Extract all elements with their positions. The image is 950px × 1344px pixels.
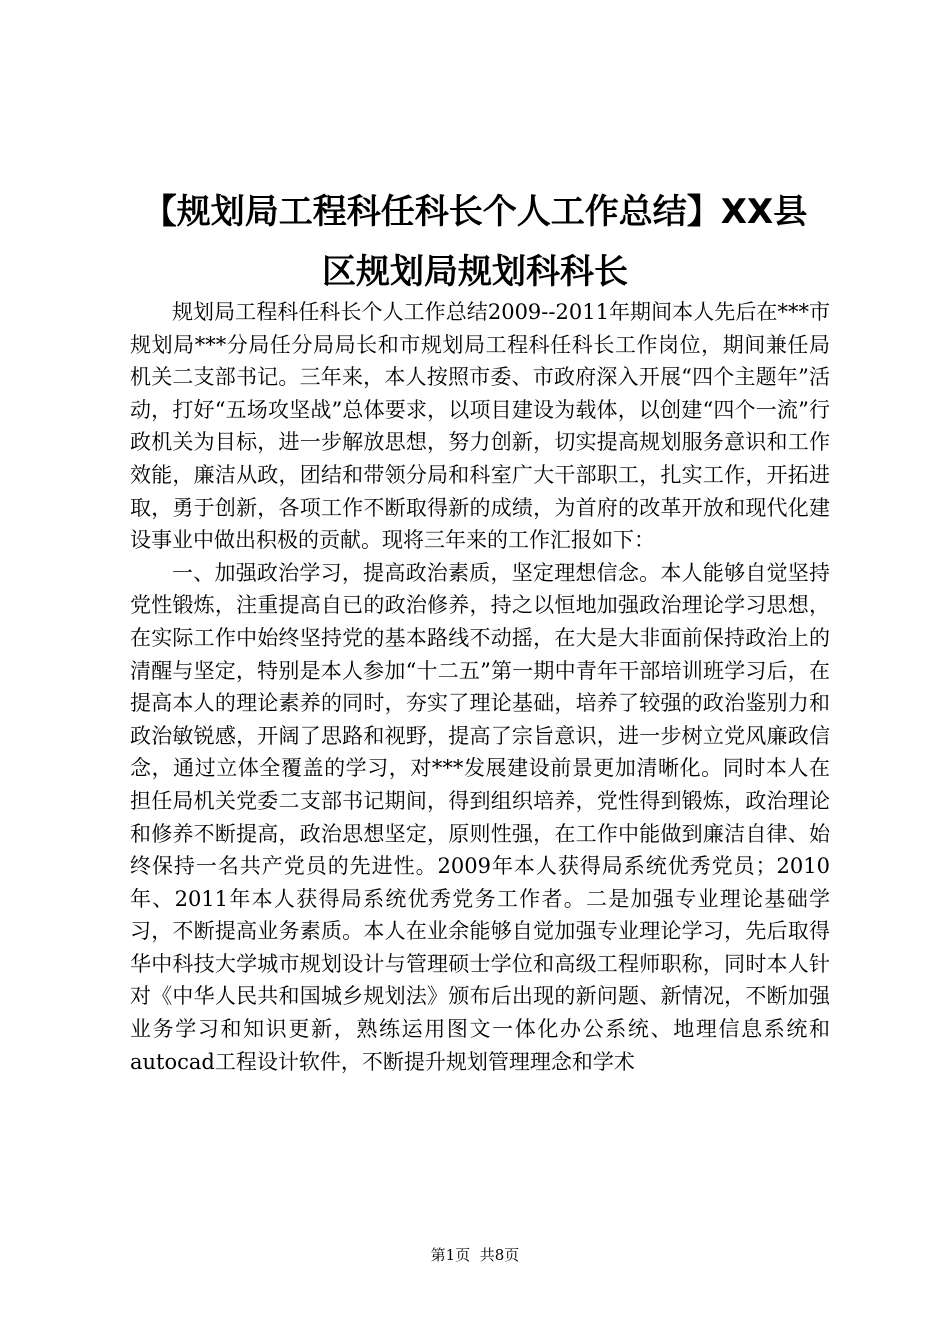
title-line-2: 区规划局规划科科长 (322, 252, 628, 292)
page-number: 第1页 (430, 1246, 471, 1264)
page-footer (0, 1245, 950, 1265)
document-title (110, 182, 840, 302)
title-line-1: 【规划局工程科任科长个人工作总结】XX县 (142, 192, 808, 232)
document-body (130, 296, 830, 1078)
footer-gap (470, 1246, 480, 1264)
page-total: 共8页 (479, 1246, 520, 1264)
paragraph-intro: 规划局工程科任科长个人工作总结2009--2011年期间本人先后在***市规划局***分局任分局局长和市规划局工程科任科长工作岗位，期间兼任局机关二支部书记。三年来，本人按照市委、市政府深入开展“四个主题年”活动，打好“五场攻坚战”总体要求，以项目建设为载体，以创建“四个一流”行政机关为目标，进一步解放思想，努力创新，切实提高规划服务意识和工作效能，廉洁从政，团结和带领分局和科室广大干部职工，扎实工作，开拓进取，勇于创新，各项工作不断取得新的成绩，为首府的改革开放和现代化建设事业中做出积极的贡献。现将三年来的工作汇报如下： (130, 300, 830, 553)
paragraph-section-1: 一、加强政治学习，提高政治素质，坚定理想信念。本人能够自觉坚持党性锻炼，注重提高自已的政治修养，持之以恒地加强政治理论学习思想，在实际工作中始终坚持党的基本路线不动摇，在大是大非面前保持政治上的清醒与坚定，特别是本人参加“十二五”第一期中青年干部培训班学习后，在提高本人的理论素养的同时，夯实了理论基础，培养了较强的政治鉴别力和政治敏锐感，开阔了思路和视野，提高了宗旨意识，进一步树立党风廉政信念，通过立体全覆盖的学习，对***发展建设前景更加清晰化。同时本人在担任局机关党委二支部书记期间，得到组织培养，党性得到锻炼，政治理论和修养不断提高，政治思想坚定，原则性强，在工作中能做到廉洁自律、始终保持一名共产党员的先进性。2009年本人获得局系统优秀党员；2010年、2011年本人获得局系统优秀党务工作者。二是加强专业理论基础学习，不断提高业务素质。本人在业余能够自觉加强专业理论学习，先后取得华中科技大学城市规划设计与管理硕士学位和高级工程师职称，同时本人针对《中华人民共和国城乡规划法》颁布后出现的新问题、新情况，不断加强业务学习和知识更新，熟练运用图文一体化办公系统、地理信息系统和autocad工程设计软件，不断提升规划管理理念和学术 (130, 560, 830, 1074)
